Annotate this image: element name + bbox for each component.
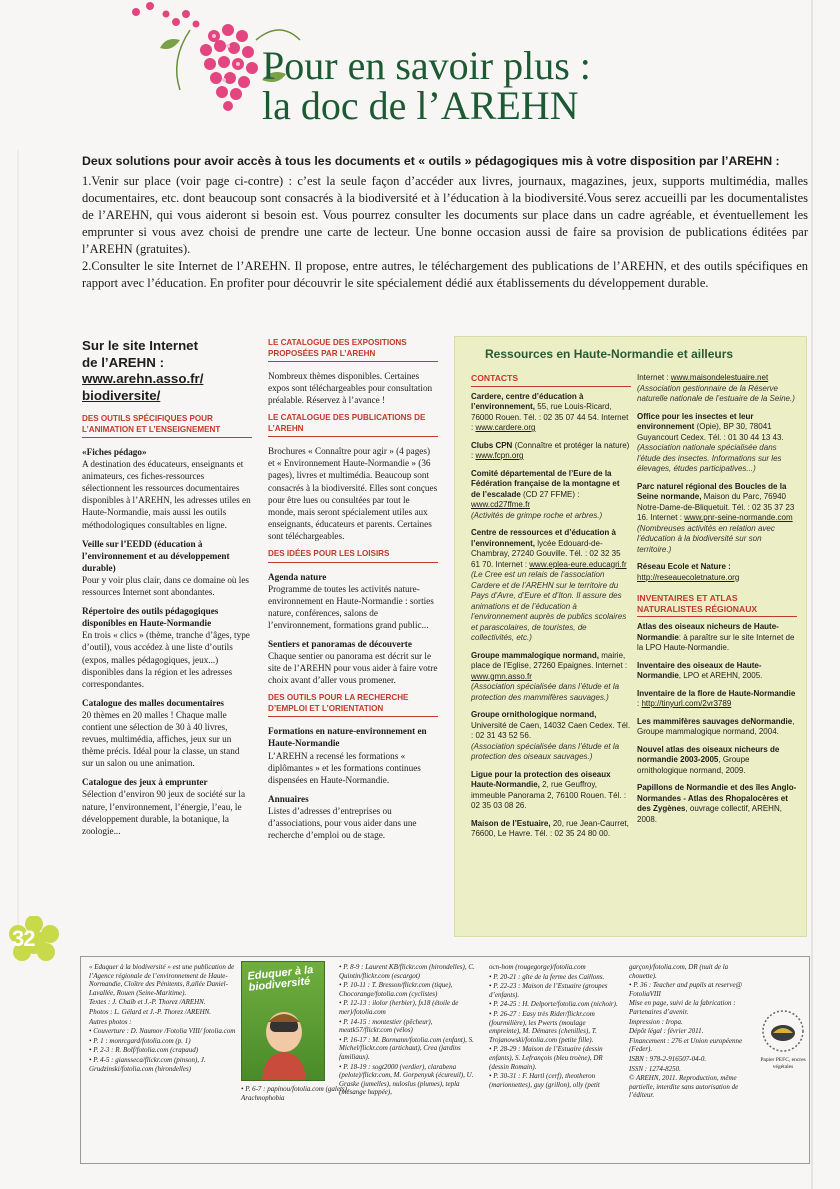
brochure-cover-title: Eduquer à la biodiversité: [246, 963, 314, 994]
credits-line: • P. 16-17 : M. Bormann/fotolia.com (enfant), S. Michel/flickr.com (artichaut), Crea (jardins familiaux).: [339, 1035, 474, 1061]
list-item: [268, 793, 438, 841]
atlas-details: :: [637, 699, 642, 708]
atlas-details: , ouvrage collectif, AREHN, 2008.: [637, 804, 782, 824]
contact-name: Cardere, centre d’éducation à l’environnement,: [471, 391, 584, 411]
list-item: [82, 776, 252, 836]
resources-box: [454, 336, 807, 937]
credits-line: Photos : L. Gélard et J.-P. Thorez /AREHN.: [89, 1007, 212, 1016]
contact-note: (Association spécialisée dans l’étude et la protection des mammifères sauvages.): [471, 682, 620, 702]
contact-address: 20, rue Jean-Caurret, 76600, Le Havre. Tél. : 02 35 24 80 00.: [471, 818, 629, 838]
credits-line: • P. 10-11 : T. Bresson/flickr.com (tique), Chocorange/fotolia.com (cyclistes): [339, 981, 453, 998]
list-item: [268, 725, 438, 785]
contact-name: Groupe ornithologique normand,: [471, 710, 597, 719]
section-heading: DES OUTILS SPÉCIFIQUES POUR L’ANIMATION ET L’ENSEIGNEMENT: [82, 414, 252, 438]
intro-lead: Deux solutions pour avoir accès à tous les documents et « outils » pédagogiques mis à votre disposition par l’AREHN :: [82, 154, 780, 168]
contact-link[interactable]: www.maisondelestuaire.net: [670, 373, 769, 382]
contact-address: 55, rue Louis-Ricard, 76000 Rouen. Tél. : 02 35 07 44 54. Internet :: [471, 402, 629, 432]
contact-address: mairie, place de l’Eglise, 27260 Epaignes. Internet :: [471, 650, 628, 670]
credits-line: • P. 24-25 : H. Delporte/fotolia.com (nichoir).: [489, 1000, 618, 1009]
list-item: [82, 538, 252, 598]
atlas-details: , Groupe ornithologique normand, 2009.: [637, 755, 750, 775]
title-line-1: Pour en savoir plus :: [262, 43, 591, 88]
atlas-item: [637, 783, 797, 825]
credits-line: • P. 8-9 : Laurent KB/flickr.com (hirondelles), C. Quintin/flickr.com (escargot): [339, 963, 475, 980]
contact-link[interactable]: www.pnr-seine-normande.com: [684, 513, 793, 522]
page-title: [262, 43, 591, 128]
credits-line: ocn-hom (rougegorge)/fotolia.com: [489, 963, 586, 971]
website-heading-line-1: Sur le site Internet: [82, 338, 199, 353]
contact-item: [471, 819, 631, 840]
contact-note: (Association nationale spécialisée dans l’étude des insectes. Informations sur les élevages, études participatives...): [637, 443, 782, 473]
contact-address: 2, rue Geuffroy, immeuble Panorama 2, 76100 Rouen. Tél. : 02 35 03 08 26.: [471, 780, 627, 810]
credits-line: Financement : 276 et Union européenne (Feder).: [629, 1036, 743, 1054]
contact-address: Internet :: [637, 373, 671, 382]
credits-line: • P. 6-7 : papinou/fotolia.com (galets), Arachnophobia: [241, 1085, 349, 1102]
atlas-item: [637, 661, 797, 682]
contact-name: Maison de l’Estuaire,: [471, 818, 551, 828]
item-title: Catalogue des malles documentaires: [82, 697, 224, 708]
atlas-item: [637, 717, 797, 738]
website-column: [82, 338, 252, 844]
item-text: Programme de toutes les activités nature-environnement en Haute-Normandie : sorties nature, conférences, salons de l’environnement, formations grand public...: [268, 583, 434, 630]
credits-line: © AREHN, 2011. Reproduction, même partielle, interdite sans autorisation de l’éditeur.: [629, 1074, 739, 1100]
credits-line: • P. 20-21 : gîte de la ferme des Caillons.: [489, 972, 605, 981]
credits-column-4: [489, 963, 619, 1090]
catalogue-column: [268, 338, 438, 848]
atlas-name: Papillons de Normandie et des îles Anglo-Normandes - Atlas des Rhopalocères et des Zygènes: [637, 783, 797, 813]
credits-line: Impression : Iropa.: [629, 1017, 683, 1026]
atlas-name: Les mammifères sauvages deNormandie: [637, 716, 793, 726]
item-title: Sentiers et panoramas de découverte: [268, 639, 412, 649]
website-heading-line-2: de l’AREHN :: [82, 354, 165, 370]
intro-paragraph-2: 2.Consulter le site Internet de l’AREHN. Il propose, entre autres, le téléchargement des publications de l’AREHN, et des outils spécifiques en rapport avec l’éducation. En profiter pour découvrir le site spécialement dédié aux établissements du développement durable.: [82, 259, 808, 290]
atlas-name: Nouvel atlas des oiseaux nicheurs de normandie 2003-2005: [637, 744, 780, 764]
atlas-details: , LPO et AREHN, 2005.: [678, 671, 763, 680]
contact-name: Parc naturel régional des Boucles de la Seine normande,: [637, 481, 787, 501]
contacts-column-right: [637, 373, 797, 832]
section-heading: LE CATALOGUE DES PUBLICATIONS DE L’AREHN: [268, 413, 438, 437]
item-title: Catalogue des jeux à emprunter: [82, 777, 208, 788]
credits-line: garçon)/fotolia.com, DR (nuit de la chouette).: [629, 963, 729, 980]
atlas-name: Inventaire de la flore de Haute-Normandie: [637, 688, 796, 698]
credits-line: Mise en page, suivi de la fabrication : Partenaires d’avenir.: [629, 999, 736, 1016]
credits-line: • P. 30-31 : F. Hartl (cerf), theotheron (marionnettes), guy (grillon), olly (petit: [489, 1072, 600, 1089]
contact-address: (Opie), BP 30, 78041 Guyancourt Cedex. Tél. : 01 30 44 13 43.: [637, 422, 784, 442]
website-url-line-1[interactable]: www.arehn.asso.fr/: [82, 371, 204, 386]
credits-line: • P. 14-15 : montestier (pêcheur), meutk57/flickr.com (vélos): [339, 1017, 433, 1035]
credits-line: • P. 2-3 : R. Bolf/fotolia.com (crapaud): [89, 1046, 199, 1055]
credits-line: • P. 36 : Teacher and pupils at reserve@ FotoliaVIII: [629, 981, 743, 998]
contact-name: Groupe mammalogique normand,: [471, 650, 600, 660]
pefc-logo-icon: [759, 1007, 807, 1055]
section-heading: LE CATALOGUE DES EXPOSITIONS PROPOSÉES PAR L’AREHN: [268, 338, 438, 362]
contact-item: [471, 770, 631, 812]
item-text: Listes d’adresses d’entreprises ou d’associations, pour vous aider dans une recherche d’emploi ou de stage.: [268, 805, 417, 841]
brochure-cover-image: [241, 961, 325, 1081]
list-item: [268, 370, 438, 406]
item-text: L’AREHN a recensé les formations « diplômantes » et les formations continues dispensées en Haute-Normandie.: [268, 750, 421, 785]
item-text: A destination des éducateurs, enseignants et animateurs, ces fiches-ressources sélectionnent les ressources documentaires disponibles à l’AREHN, les adresses utiles en Haute-Normandie, mais aussi les outils méthodologiques consultables en ligne.: [82, 459, 251, 530]
atlas-name: Atlas des oiseaux nicheurs de Haute-Normandie: [637, 622, 779, 642]
credits-line: • P. 12-13 : ilolor (herbier), fx18 (étoile de mer)/fotolia.com: [339, 999, 459, 1016]
contact-item: [637, 562, 797, 583]
contacts-column: [471, 373, 631, 847]
logo-caption: Papier PEFC, encres végétales: [760, 1057, 806, 1070]
item-title: «Fiches pédago»: [82, 447, 147, 457]
contact-name: Office pour les insectes et leur environnement: [637, 411, 754, 431]
contact-note: (Association spécialisée dans l’étude et la protection des oiseaux sauvages.): [471, 741, 620, 761]
item-text: En trois « clics » (thème, tranche d’âges, type d’outil), vous accédez à une liste d’outils (expos, malles pédagogiques, jeux...) disponibles dans la région et les adresses correspondantes.: [82, 630, 250, 689]
contact-item: [471, 528, 631, 644]
item-text: Sélection d’environ 90 jeux de société sur la nature, l’environnement, l’énergie, l’eau, le développement durable, la botanique, la zoologie...: [82, 789, 246, 836]
contact-name: Clubs CPN: [471, 440, 513, 450]
atlas-details: , Groupe mammalogique normand, 2004.: [637, 716, 795, 736]
child-binoculars-icon: [242, 962, 324, 1080]
credits-box: [80, 956, 810, 1164]
credits-line: • P. 4-5 : giansseca/flickr.com (pinson), J. Grudzinski/fotolia.com (hirondelles): [89, 1055, 206, 1073]
atlas-name: Inventaire des oiseaux de Haute-Normandie: [637, 660, 762, 680]
list-item: [82, 446, 252, 531]
contacts-heading: CONTACTS: [471, 373, 631, 387]
credits-column-1: [89, 963, 239, 1074]
item-text: Pour y voir plus clair, dans ce domaine où les ressources Internet sont abondantes.: [82, 574, 250, 598]
credits-line: Textes : J. Chaïb et J.-P. Thorez /AREHN.: [89, 998, 206, 1007]
contact-link[interactable]: www.fcpn.org: [475, 451, 524, 460]
contact-name: Comité départemental de l’Eure de la Fédération française de la montagne et de l’escalade: [471, 468, 620, 499]
contact-item: [471, 651, 631, 704]
contact-name: Ligue pour la protection des oiseaux Haute-Normandie,: [471, 769, 611, 789]
list-item: [268, 638, 438, 686]
contact-note: (Association gestionnaire de la Réserve naturelle nationale de l’estuaire de la Seine.): [637, 383, 795, 403]
contact-item: [471, 710, 631, 763]
contact-address: lycée Edouard-de-Chambray, 27240 Gouville. Tél. : 02 32 35 61 70. Internet :: [471, 538, 621, 569]
contact-address: Université de Caen, 14032 Caen Cedex. Tél. : 02 31 43 52 56.: [471, 720, 631, 740]
item-text: Nombreux thèmes disponibles. Certaines expos sont téléchargeables pour consultation préalable. Réservez à l’avance !: [268, 371, 433, 406]
atlas-item: [637, 689, 797, 710]
item-title: Annuaires: [268, 793, 309, 804]
contact-note: (Nombreuses activités en relation avec l’éducation à la biodiversité sur son territoire.): [637, 523, 775, 554]
contact-name: Réseau Ecole et Nature :: [637, 562, 731, 571]
credits-column-5: [629, 963, 757, 1101]
contact-item: [471, 441, 631, 462]
website-heading: [82, 338, 252, 404]
contact-item: [637, 412, 797, 475]
credits-line: • P. 26-27 : Easy très Rider/flickr.com (fourmilière), les Pwerts (moulage empreinte), M. Démares (chenilles), T. Trojanowski/fotolia.com (petite fille).: [489, 1009, 597, 1044]
contact-link[interactable]: www.cardere.org: [475, 423, 536, 432]
contact-link[interactable]: www.cd27ffme.fr: [471, 500, 530, 509]
credits-line: • P. 1 : monrcgard/fotolia.com (p. 1): [89, 1036, 191, 1045]
contact-address: (Connaître et protéger la nature) :: [471, 440, 630, 460]
contact-address: Maison du Parc, 76940 Notre-Dame-de-Bliquetuit. Tél. : 02 35 37 23 16. Internet :: [637, 492, 795, 522]
credits-line: ISSN : 1274-8250.: [629, 1064, 681, 1073]
credits-line: Autres photos :: [89, 1017, 132, 1026]
list-item: [268, 445, 438, 542]
credits-column-3: [339, 963, 479, 1098]
website-url-line-2[interactable]: biodiversite/: [82, 387, 161, 403]
credits-line: ISBN : 978-2-916507-04-0.: [629, 1054, 707, 1063]
title-line-2: la doc de l’AREHN: [262, 83, 579, 128]
item-title: Agenda nature: [268, 571, 327, 582]
contact-note: (Activités de grimpe roche et arbres.): [471, 510, 603, 520]
item-title: Répertoire des outils pédagogiques disponibles en Haute-Normandie: [82, 606, 219, 629]
intro-paragraph-1: 1.Venir sur place (voir page ci-contre) : c’est la seule façon d’accéder aux livres, journaux, magazines, jeux, supports multimédia, malles documentaires, etc. dont beaucoup sont consacrés à la biodiversité et à l’éducation à la biodiversité.Vous serez accueilli par les documentalistes de l’AREHN, qui vous aideront si besoin est. Vous pourrez consulter les documents sur place dans un cadre agréable, et éventuellement les emprunter si vous avez choisi de prendre une carte de lecteur. Une bonne occasion aussi de faire sa provision de publications éditées par l’AREHN (gratuites).: [82, 174, 808, 256]
contact-link[interactable]: www.gmn.asso.fr: [471, 671, 532, 681]
atlas-heading: INVENTAIRES ET ATLAS NATURALISTES RÉGIONAUX: [637, 593, 797, 617]
item-title: Formations en nature-environnement en Haute-Normandie: [268, 726, 427, 749]
section-heading: DES IDÉES POUR LES LOISIRS: [268, 549, 438, 563]
item-text: Brochures « Connaître pour agir » (4 pages) et « Environnement Haute-Normandie » (36 pages), livres et multimédia. Beaucoup sont consacrés à la biodiversité. Elles sont conçues pour être lues ou consultées par tout le monde, mais seront spécialement utiles aux enseignants, éducateurs et parents. Certaines sont téléchargeables.: [268, 446, 438, 541]
credits-line: « Eduquer à la biodiversité » est une publication de l’Agence régionale de l’environnement de Haute-Normandie, Cloître des Pénitents, 8,allée Daniel-Lavallée, Rouen (Seine-Maritime).: [89, 963, 235, 997]
item-text: Chaque sentier ou panorama est décrit sur le site de l’AREHN pour vous aider à faire votre choix avant d’aller vous promener.: [268, 651, 438, 686]
atlas-item: [637, 622, 797, 654]
list-item: [82, 697, 252, 770]
contact-note: (Le Cree est un relais de l’association Cardere et de l’AREHN sur le territoire du Pays d’Avre, d’Eure et d’Iton. Il assure des animations et de l’éducation à l’environnement auprès de publics scolaires et parascolaires, de touristes, de collectivités, etc.): [471, 570, 627, 642]
contact-link[interactable]: www.eplea-eure.educagri.fr: [529, 559, 627, 569]
credits-line: • Couverture : D. Naumov /Fotolia VIII/ fotolia.com: [89, 1027, 236, 1036]
list-item: [82, 605, 252, 690]
resources-box-title: Ressources en Haute-Normandie et ailleurs: [485, 347, 734, 361]
credits-line: Dépôt légal : février 2011.: [629, 1027, 704, 1036]
item-text: 20 thèmes en 20 malles ! Chaque malle contient une sélection de 30 à 40 livres, revues, multimédia, affiches, jeux sur un thème précis. Idéal pour la classe, un stand sur un salon ou une animation.: [82, 709, 240, 769]
credits-line: • P. 18-19 : sogt2000 (verdier), clarabena (pelote)/flickr.com, M. Gorpenyuk (écureuil), U. Graske (jumelles), nuloslus (plumes), tepla (mésange huppée),: [339, 1062, 474, 1097]
contact-item: [471, 392, 631, 434]
list-item: [268, 571, 438, 631]
contact-item: [471, 469, 631, 522]
section-heading: DES OUTILS POUR LA RECHERCHE D’EMPLOI ET L’ORIENTATION: [268, 693, 438, 717]
contact-name: Centre de ressources et d’éducation à l’environnement,: [471, 528, 616, 548]
credits-line: • P. 22-23 : Maison de l’Estuaire (groupes d’enfants).: [489, 982, 608, 999]
item-title: Veille sur l’EEDD (éducation à l’environnement et au développement durable): [82, 538, 230, 573]
atlas-details: : à paraître sur le site Internet de la LPO Haute-Normandie.: [637, 632, 795, 652]
credits-line: • P. 28-29 : Maison de l’Estuaire (dessin enfants), S. Lefrançois (bleu troène), DR (dessin Romain).: [489, 1045, 603, 1071]
contact-item: [637, 482, 797, 556]
atlas-link[interactable]: http://tinyurl.com/2vr3789: [641, 699, 732, 708]
contact-item: [637, 373, 797, 405]
contact-address: (CD 27 FFME) :: [523, 489, 580, 499]
page-number: 32: [12, 926, 35, 951]
intro: [82, 153, 808, 292]
contact-link[interactable]: http://reseauecoletnature.org: [637, 572, 740, 582]
atlas-item: [637, 745, 797, 777]
